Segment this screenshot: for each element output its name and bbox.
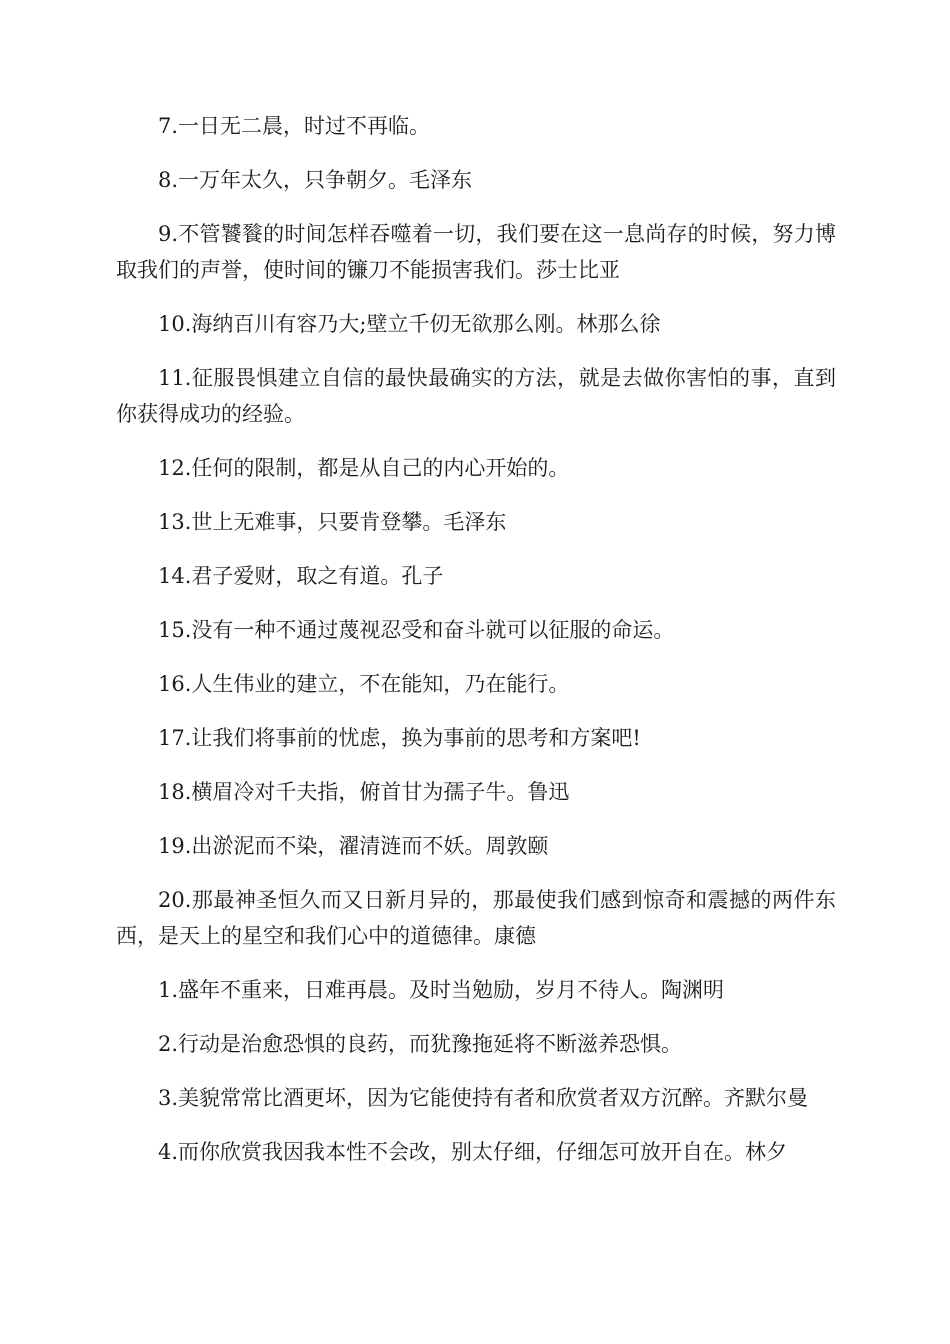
quote-paragraph-4: 4.而你欣赏我因我本性不会改，别太仔细，仔细怎可放开自在。林夕: [158, 1140, 788, 1164]
document-body: [116, 108, 836, 1188]
quote-paragraph-18: 18.横眉冷对千夫指，俯首甘为孺子牛。鲁迅: [158, 780, 570, 804]
quote-paragraph-7: 7.一日无二晨，时过不再临。: [158, 114, 431, 138]
quote-paragraph-16: 16.人生伟业的建立，不在能知，乃在能行。: [158, 672, 570, 696]
quote-paragraph-13: 13.世上无难事，只要肯登攀。毛泽东: [158, 510, 507, 534]
quote-paragraph-11: 11.征服畏惧建立自信的最快最确实的方法，就是去做你害怕的事，直到你获得成功的经验。: [116, 366, 836, 426]
quote-paragraph-10: 10.海纳百川有容乃大;壁立千仞无欲那么刚。林那么徐: [158, 312, 661, 336]
quote-paragraph-20: 20.那最神圣恒久而又日新月异的，那最使我们感到惊奇和震撼的两件东西，是天上的星空和我们心中的道德律。康德: [116, 888, 836, 948]
quote-paragraph-15: 15.没有一种不通过蔑视忍受和奋斗就可以征服的命运。: [158, 618, 675, 642]
quote-paragraph-8: 8.一万年太久，只争朝夕。毛泽东: [158, 168, 473, 192]
quote-paragraph-14: 14.君子爱财，取之有道。孔子: [158, 564, 444, 588]
quote-paragraph-2: 2.行动是治愈恐惧的良药，而犹豫拖延将不断滋养恐惧。: [158, 1032, 683, 1056]
quote-paragraph-1: 1.盛年不重来，日难再晨。及时当勉励，岁月不待人。陶渊明: [158, 978, 725, 1002]
quote-paragraph-17: 17.让我们将事前的忧虑，换为事前的思考和方案吧!: [158, 726, 641, 750]
quote-paragraph-9: 9.不管饕餮的时间怎样吞噬着一切，我们要在这一息尚存的时候，努力博取我们的声誉，使时间的镰刀不能损害我们。莎士比亚: [116, 222, 836, 282]
quote-paragraph-3: 3.美貌常常比酒更坏，因为它能使持有者和欣赏者双方沉醉。齐默尔曼: [158, 1086, 809, 1110]
quote-paragraph-19: 19.出淤泥而不染，濯清涟而不妖。周敦颐: [158, 834, 549, 858]
quote-paragraph-12: 12.任何的限制，都是从自己的内心开始的。: [158, 456, 570, 480]
